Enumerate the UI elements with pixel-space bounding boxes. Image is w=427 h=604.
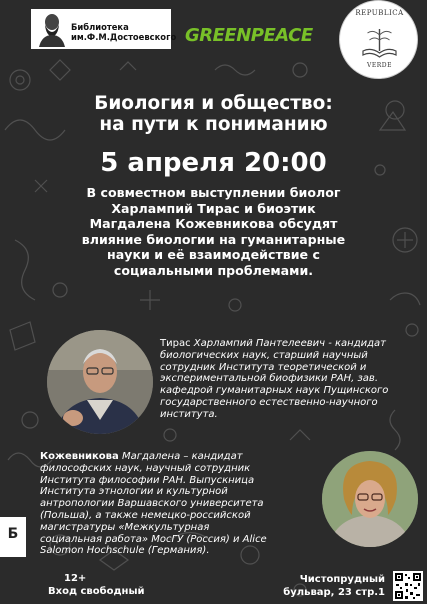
republica-verde-top-text: REPUBLICA (355, 9, 404, 17)
event-title: Биология и общество: на пути к пониманию (94, 93, 333, 135)
dostoevsky-portrait-icon (34, 11, 70, 47)
speaker1-name: Тирас (160, 338, 191, 349)
side-badge: Б (0, 517, 26, 557)
speaker2-photo (322, 451, 418, 547)
library-logo-text: Библиотека им.Ф.М.Достоевского (71, 22, 177, 42)
event-date: 5 апреля 20:00 (100, 148, 327, 178)
speaker1-photo (47, 330, 153, 434)
speaker1-bio: Тирас Харлампий Пантелеевич - кандидат биологических наук, старший научный сотрудник Института теоретической и экспериментальной биофизики РАН, зав. кафедрой гуманитарных наук Пущинского государственного естественно-научного института. (160, 338, 389, 420)
republica-verde-logo (339, 0, 418, 79)
speaker2-name: Кожевникова (40, 451, 119, 462)
library-logo (31, 9, 177, 49)
age-rating: 12+ (64, 573, 87, 584)
republica-verde-bottom-text: VERDE (367, 62, 392, 69)
open-book-tree-icon (360, 23, 399, 59)
event-description: В совместном выступлении биолог Харлампий Тирас и биоэтик Магдалена Кожевникова обсудят влияние биологии на гуманитарные науки и её взаимодействие с социальными проблемами. (81, 185, 346, 278)
speaker2-bio: Кожевникова Магдалена – кандидат философских наук, научный сотрудник Института философии РАН. Выпускница Института этнологии и культурной антропологии Варшавского университета (Польша), а также немецко-российской магистратуры «Межкультурная социальная работа» МосГУ (Россия) и Alice Salomon Hochschule (Германия). (40, 451, 267, 557)
qr-code-icon[interactable] (393, 571, 423, 601)
greenpeace-logo: GREENPEACE (185, 25, 313, 46)
entry-info: Вход свободный (48, 586, 145, 597)
event-address: Чистопрудный бульвар, 23 стр.1 (283, 574, 385, 598)
